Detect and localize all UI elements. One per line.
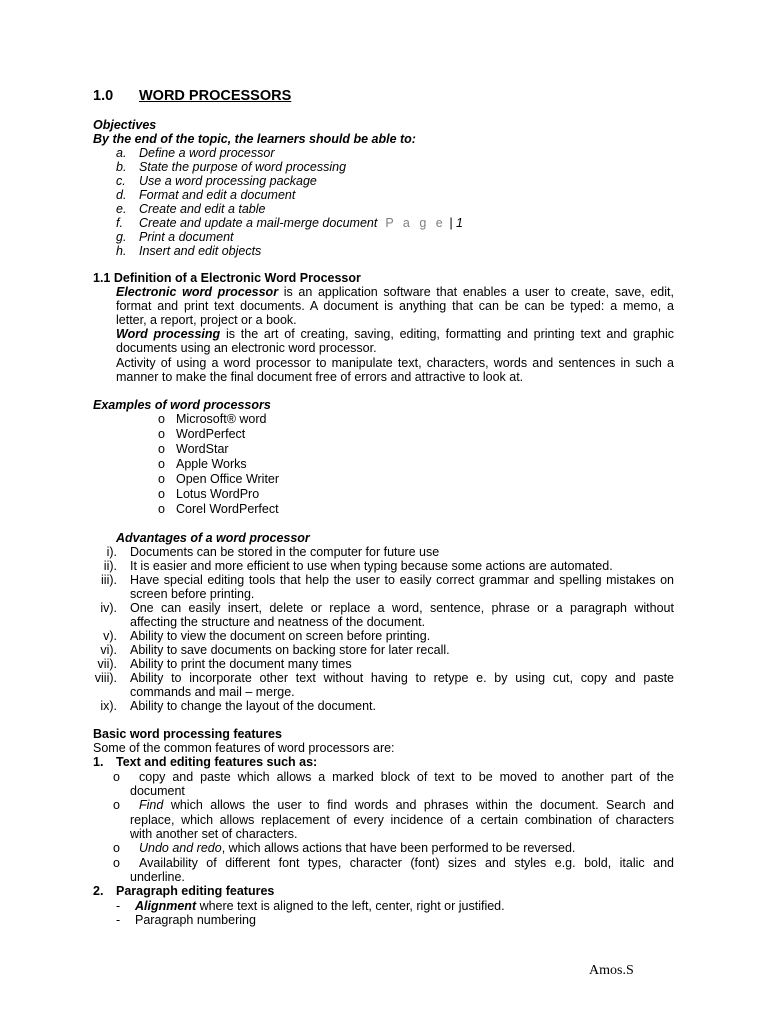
objective-text: Insert and edit objects <box>139 244 262 258</box>
paragraph-text: is the art of creating, saving, editing, formatting and printing text and graphic <box>220 327 675 341</box>
list-bullet: o <box>113 856 120 870</box>
feature-text: with another set of characters. <box>130 827 298 841</box>
list-marker: d. <box>116 188 127 202</box>
objective-item <box>116 146 126 160</box>
feature-group-title: Paragraph editing features <box>116 884 275 898</box>
list-bullet: o <box>158 487 165 501</box>
list-bullet: o <box>158 412 165 426</box>
feature-text: underline. <box>130 870 185 884</box>
list-marker: vii). <box>97 657 117 671</box>
feature-term: Undo and redo <box>139 841 222 855</box>
list-dash: - <box>116 899 121 913</box>
list-marker: iii). <box>101 573 117 587</box>
section-title: WORD PROCESSORS <box>139 88 292 104</box>
objective-text-with-page-number <box>139 216 463 230</box>
defined-term: Word processing <box>116 327 221 341</box>
example-item: Apple Works <box>176 457 247 471</box>
list-bullet: o <box>158 427 165 441</box>
list-bullet: o <box>158 457 165 471</box>
paragraph-text: letter, a report, project or a book. <box>116 313 297 327</box>
objective-text: Create and edit a table <box>139 202 266 216</box>
advantage-text: Ability to incorporate other text without having to retype e. by using cut, copy and paste <box>130 671 674 685</box>
advantage-text: Ability to save documents on backing store for later recall. <box>130 643 450 657</box>
feature-text: Availability of different font types, character (font) sizes and styles e.g. bold, italic and <box>139 856 674 870</box>
advantage-text: Ability to change the layout of the document. <box>130 699 376 713</box>
list-marker: i). <box>106 545 117 559</box>
advantage-text: Have special editing tools that help the user to easily correct grammar and spelling mistakes on <box>130 573 674 587</box>
list-marker: viii). <box>94 671 117 685</box>
list-marker: a. <box>116 146 127 160</box>
objective-text: Print a document <box>139 230 234 244</box>
list-bullet: o <box>158 502 165 516</box>
list-marker: e. <box>116 202 127 216</box>
list-bullet: o <box>113 770 120 784</box>
list-marker: iv). <box>100 601 117 615</box>
definition-title: 1.1 Definition of a Electronic Word Processor <box>93 271 361 285</box>
section-heading <box>93 88 291 104</box>
example-item: Open Office Writer <box>176 472 280 486</box>
list-bullet: o <box>158 472 165 486</box>
objective-text: Format and edit a document <box>139 188 296 202</box>
list-marker: b. <box>116 160 127 174</box>
objective-text: Define a word processor <box>139 146 275 160</box>
examples-title: Examples of word processors <box>93 398 271 412</box>
page-footer-author: Amos.S <box>589 963 634 978</box>
advantage-text: affecting the structure and neatness of the document. <box>130 615 426 629</box>
list-marker: c. <box>116 174 126 188</box>
list-marker: f. <box>116 216 123 230</box>
list-marker: g. <box>116 230 127 244</box>
advantage-text: commands and mail – merge. <box>130 685 295 699</box>
definition-paragraph-line <box>116 327 674 341</box>
advantage-text: screen before printing. <box>130 587 255 601</box>
features-title: Basic word processing features <box>93 727 282 741</box>
feature-text: where text is aligned to the left, center, right or justified. <box>196 899 505 913</box>
defined-term: Electronic word processor <box>116 285 279 299</box>
list-bullet: o <box>113 841 120 855</box>
example-item: WordPerfect <box>176 427 246 441</box>
list-marker: ix). <box>100 699 117 713</box>
example-item: WordStar <box>176 442 229 456</box>
advantage-text: It is easier and more efficient to use when typing because some actions are automated. <box>130 559 613 573</box>
example-item: Lotus WordPro <box>176 487 260 501</box>
paragraph-text: format and print text documents. A document is anything that can be can be typed: a memo, a <box>116 299 674 313</box>
feature-term: Find <box>139 798 164 812</box>
page-label: P a g e <box>385 216 446 230</box>
advantages-title: Advantages of a word processor <box>116 531 310 545</box>
feature-text: copy and paste which allows a marked block of text to be moved to another part of the <box>139 770 674 784</box>
objectives-label: Objectives <box>93 118 157 132</box>
feature-line <box>139 841 575 855</box>
section-number: 1.0 <box>93 88 114 104</box>
feature-text: Paragraph numbering <box>135 913 256 927</box>
feature-group-title: Text and editing features such as: <box>116 755 318 769</box>
feature-text: , which allows actions that have been performed to be reversed. <box>221 841 576 855</box>
objectives-intro: By the end of the topic, the learners should be able to: <box>93 132 416 146</box>
advantage-text: One can easily insert, delete or replace a word, sentence, phrase or a paragraph without <box>130 601 674 615</box>
example-item: Microsoft® word <box>176 412 267 426</box>
list-dash: - <box>116 913 121 927</box>
feature-group-number: 2. <box>93 884 104 898</box>
paragraph-text: documents using an electronic word processor. <box>116 341 377 355</box>
list-bullet: o <box>113 798 120 812</box>
advantage-text: Ability to view the document on screen before printing. <box>130 629 431 643</box>
feature-text: which allows the user to find words and phrases within the document. Search and <box>163 798 674 812</box>
list-marker: h. <box>116 244 127 258</box>
objective-text: Create and update a mail-merge document <box>139 216 378 230</box>
page-number: | 1 <box>449 216 463 230</box>
list-marker: ii). <box>103 559 117 573</box>
objective-text: Use a word processing package <box>139 174 317 188</box>
feature-line <box>139 798 674 812</box>
list-marker: v). <box>103 629 117 643</box>
list-bullet: o <box>158 442 165 456</box>
features-intro: Some of the common features of word processors are: <box>93 741 395 755</box>
feature-text: replace, which allows replacement of every incidence of a certain combination of characters <box>130 813 674 827</box>
feature-line <box>135 899 505 913</box>
example-item: Corel WordPerfect <box>176 502 279 516</box>
advantage-text: Ability to print the document many times <box>130 657 352 671</box>
advantage-text: Documents can be stored in the computer for future use <box>130 545 440 559</box>
feature-text: document <box>130 784 185 798</box>
definition-paragraph-line <box>116 285 674 299</box>
paragraph-text: is an application software that enables a user to create, save, edit, <box>278 285 674 299</box>
paragraph-text: manner to make the final document free of errors and attractive to look at. <box>116 370 524 384</box>
list-marker: vi). <box>100 643 117 657</box>
feature-term: Alignment <box>135 899 197 913</box>
paragraph-text: Activity of using a word processor to manipulate text, characters, words and sentences in such a <box>116 356 674 370</box>
objective-text: State the purpose of word processing <box>139 160 347 174</box>
feature-group-number: 1. <box>93 755 104 769</box>
